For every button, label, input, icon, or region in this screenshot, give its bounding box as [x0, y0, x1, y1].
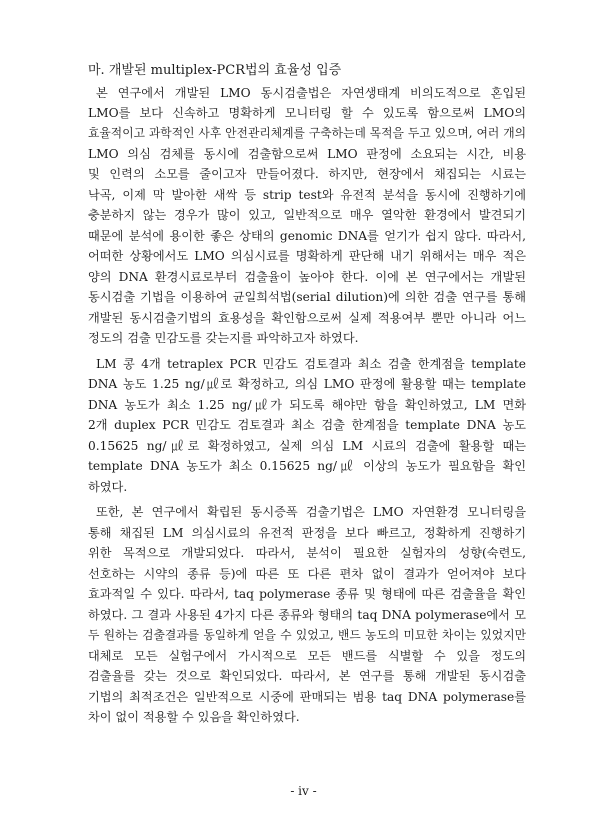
paragraph-3-line: 기법의 최적조건은 일반적으로 시중에 판매되는 범용 taq DNA polymerase를 [88, 690, 526, 704]
paragraph-3-line: 또한, 본 연구에서 확립된 동시증폭 검출기법은 LMO 자연환경 모니터링을 [96, 505, 526, 519]
paragraph-3-line: 대체로 모든 실험구에서 가시적으로 모든 밴드를 식별할 수 있을 정도의 [88, 649, 526, 663]
paragraph-1-line: 충분하지 않는 경우가 많이 있고, 일반적으로 매우 열악한 환경에서 발견되기 [88, 208, 526, 222]
paragraph-1-line: 어떠한 상황에서도 LMO 의심시료를 명확하게 판단해 내기 위해서는 매우 적은 [88, 249, 526, 263]
paragraph-2-line: 하였다. [88, 480, 128, 494]
paragraph-3-line: 차이 없이 적용할 수 있음을 확인하였다. [88, 710, 300, 724]
paragraph-3-line: 하였다. 그 결과 사용된 4가지 다른 종류와 형태의 taq DNA polymerase에서 모 [88, 608, 526, 622]
paragraph-3-line: 위한 목적으로 개발되었다. 따라서, 분석이 필요한 실험자의 성향(숙련도, [88, 546, 526, 560]
paragraph-1-line: 양의 DNA 환경시료로부터 검출율이 높아야 한다. 이에 본 연구에서는 개발된 [88, 270, 526, 284]
paragraph-2-line: 0.15625 ng/㎕로 확정하였고, 실제 의심 LM 시료의 검출에 활용할 때는 [88, 439, 526, 453]
paragraph-1-line: 낙곡, 이제 막 발아한 새싹 등 strip test와 유전적 분석을 동시에 진행하기에 [88, 188, 526, 202]
page-number: - iv - [290, 784, 317, 798]
paragraph-1-line: 효율적이고 과학적인 사후 안전관리체계를 구축하는데 목적을 두고 있으며, 여러 개의 [88, 126, 526, 140]
paragraph-3-line: 검출율를 갖는 것으로 확인되었다. 따라서, 본 연구를 통해 개발된 동시검출 [88, 669, 526, 683]
paragraph-1-line: 때문에 분석에 용이한 좋은 상태의 genomic DNA를 얻기가 쉽지 않다. 따라서, [88, 229, 526, 243]
paragraph-1-line: 및 인력의 소모를 줄이고자 만들어졌다. 하지만, 현장에서 채집되는 시료는 [88, 167, 526, 181]
paragraph-3-line: 선호하는 시약의 종류 등)에 따른 또 다른 편차 없이 결과가 얻어져야 보다 [88, 567, 526, 581]
paragraph-2-line: DNA 농도 1.25 ng/㎕로 확정하고, 의심 LMO 판정에 활용할 때는 template [88, 377, 526, 391]
paragraph-2-line: DNA 농도가 최소 1.25 ng/㎕가 되도록 해야만 함을 확인하였고, LM 면화 [88, 398, 526, 412]
paragraph-3-line: 통해 채집된 LM 의심시료의 유전적 판정을 보다 빠르고, 정확하게 진행하기 [88, 526, 526, 540]
paragraph-1-line: 정도의 검출 민감도를 갖는지를 파악하고자 하였다. [88, 331, 359, 345]
section-heading: 마. 개발된 multiplex-PCR법의 효율성 입증 [88, 63, 342, 78]
paragraph-3-line: 두 원하는 검출결과를 동일하게 얻을 수 있었고, 밴드 농도의 미묘한 차이는 있었지만 [88, 628, 526, 642]
paragraph-1-line: LMO를 보다 신속하고 명확하게 모니터링 할 수 있도록 함으로써 LMO의 [88, 106, 526, 120]
paragraph-2-line: LM 콩 4개 tetraplex PCR 민감도 검토결과 최소 검출 한계점을 template [96, 357, 526, 371]
paragraph-3-line: 효과적일 수 있다. 따라서, taq polymerase 종류 및 형태에 따른 검출율을 확인 [88, 587, 526, 601]
paragraph-1-line: LMO 의심 검체를 동시에 검출함으로써 LMO 판정에 소요되는 시간, 비용 [88, 147, 526, 161]
paragraph-1-line: 본 연구에서 개발된 LMO 동시검출법은 자연생태계 비의도적으로 혼입된 [96, 86, 526, 100]
paragraph-1-line: 개발된 동시검출기법의 효용성을 확인함으로써 실제 적용여부 뿐만 아니라 어느 [88, 311, 526, 325]
paragraph-2-line: 2개 duplex PCR 민감도 검토결과 최소 검출 한계점을 template DNA 농도 [88, 418, 526, 432]
paragraph-1-line: 동시검출 기법을 이용하여 균일희석법(serial dilution)에 의한 검출 연구를 통해 [88, 290, 526, 304]
paragraph-2-line: template DNA 농도가 최소 0.15625 ng/㎕ 이상의 농도가 필요함을 확인 [88, 459, 526, 473]
